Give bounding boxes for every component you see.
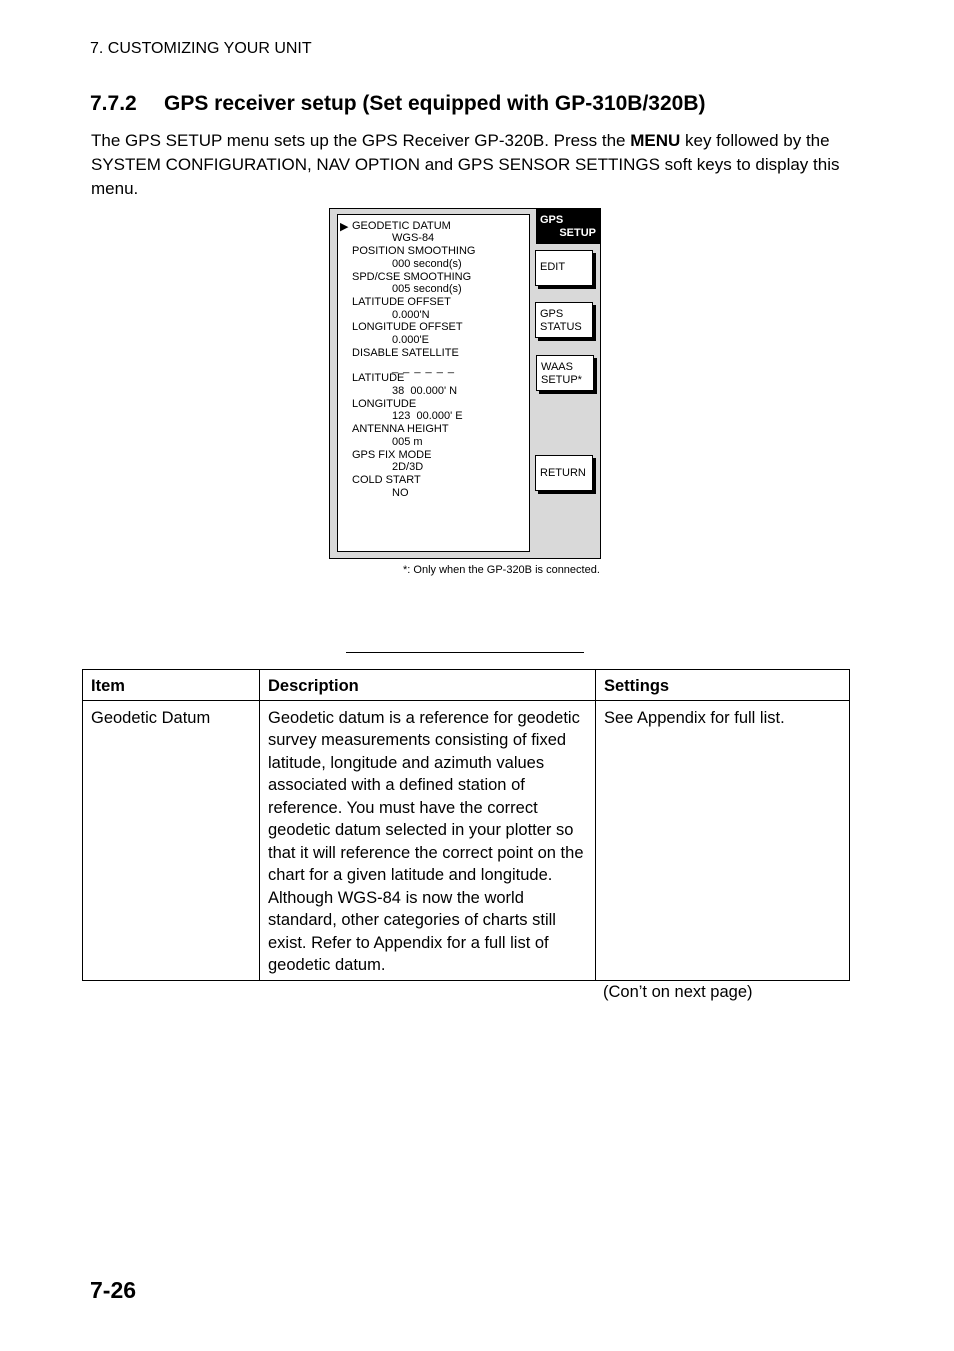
- section-number: 7.7.2: [90, 92, 137, 115]
- gps-status-softkey[interactable]: [535, 302, 593, 338]
- menu-value-cold-start: NO: [392, 487, 409, 499]
- menu-value-position-smoothing: 000 second(s): [392, 258, 462, 270]
- section-title-text: GPS receiver setup (Set equipped with GP-310B/320B): [164, 92, 706, 115]
- menu-item-latitude-offset: LATITUDE OFFSET: [352, 296, 451, 308]
- edit-softkey-label: EDIT: [540, 261, 566, 273]
- divider-line: [346, 652, 584, 653]
- menu-value-disable-satellite: _ _ _ _ _ _: [392, 362, 455, 374]
- waas-setup-softkey[interactable]: [536, 355, 594, 391]
- cell-settings: See Appendix for full list.: [596, 700, 850, 980]
- tab-line-2: SETUP: [559, 227, 596, 239]
- cursor-arrow-icon: ▶: [340, 221, 349, 233]
- settings-table: [82, 669, 850, 981]
- intro-paragraph: [91, 129, 851, 201]
- return-softkey-label: RETURN: [540, 467, 586, 479]
- waas-label-2: SETUP*: [541, 374, 582, 386]
- menu-item-longitude: LONGITUDE: [352, 398, 417, 410]
- cell-description: Geodetic datum is a reference for geodetic survey measurements consisting of fixed latitude, longitude and azimuth values associated with a defined station of reference. You must have the correct geodetic datum selected in your plotter so that it will reference the correct point on the chart for a given latitude and longitude. Although WGS-84 is now the world standard, other categories of charts still exist. Refer to Appendix for a full list of geodetic datum.: [260, 700, 596, 980]
- menu-item-spd-cse-smoothing: SPD/CSE SMOOTHING: [352, 271, 472, 283]
- menu-item-position-smoothing: POSITION SMOOTHING: [352, 245, 476, 257]
- return-softkey[interactable]: [535, 455, 593, 491]
- continued-note: (Con’t on next page): [603, 983, 753, 1001]
- menu-value-gps-fix-mode: 2D/3D: [392, 461, 424, 473]
- menu-value-longitude-offset: 0.000'E: [392, 334, 429, 346]
- gps-status-label-1: GPS: [540, 308, 564, 320]
- menu-value-antenna-height: 005 m: [392, 436, 423, 448]
- table-header-row: [83, 670, 850, 701]
- page-number: 7-26: [90, 1277, 137, 1303]
- figure-footnote: *: Only when the GP-320B is connected.: [403, 564, 600, 576]
- intro-text-2: key followed by the SYSTEM CONFIGURATION, NAV OPTION and GPS SENSOR SETTINGS soft keys to display this menu.: [91, 131, 840, 198]
- running-head: 7. CUSTOMIZING YOUR UNIT: [90, 40, 312, 57]
- gps-status-label-2: STATUS: [540, 321, 582, 333]
- menu-item-antenna-height: ANTENNA HEIGHT: [352, 423, 449, 435]
- menu-value-geodetic-datum: WGS-84: [392, 232, 435, 244]
- menu-item-cold-start: COLD START: [352, 474, 421, 486]
- tab-line-1: GPS: [540, 214, 564, 226]
- table-row: [83, 700, 850, 980]
- gps-setup-tab: [536, 209, 601, 244]
- menu-value-spd-cse-smoothing: 005 second(s): [392, 283, 462, 295]
- header-settings: Settings: [596, 670, 850, 701]
- menu-key-name: MENU: [630, 131, 681, 150]
- menu-value-longitude: 123 00.000' E: [392, 410, 463, 422]
- waas-label-1: WAAS: [541, 361, 573, 373]
- section-title: [90, 92, 706, 116]
- intro-text-1: The GPS SETUP menu sets up the GPS Receiver GP-320B. Press the: [91, 131, 631, 150]
- menu-item-geodetic-datum: GEODETIC DATUM: [352, 220, 451, 232]
- menu-item-disable-satellite: DISABLE SATELLITE: [352, 347, 459, 359]
- menu-value-latitude-offset: 0.000'N: [392, 309, 430, 321]
- header-item: Item: [83, 670, 260, 701]
- menu-item-latitude: LATITUDE: [352, 372, 405, 384]
- cell-item: Geodetic Datum: [83, 700, 260, 980]
- menu-item-gps-fix-mode: GPS FIX MODE: [352, 449, 432, 461]
- header-description: Description: [260, 670, 596, 701]
- menu-item-longitude-offset: LONGITUDE OFFSET: [352, 321, 463, 333]
- edit-softkey[interactable]: [535, 250, 593, 286]
- menu-value-latitude: 38 00.000' N: [392, 385, 458, 397]
